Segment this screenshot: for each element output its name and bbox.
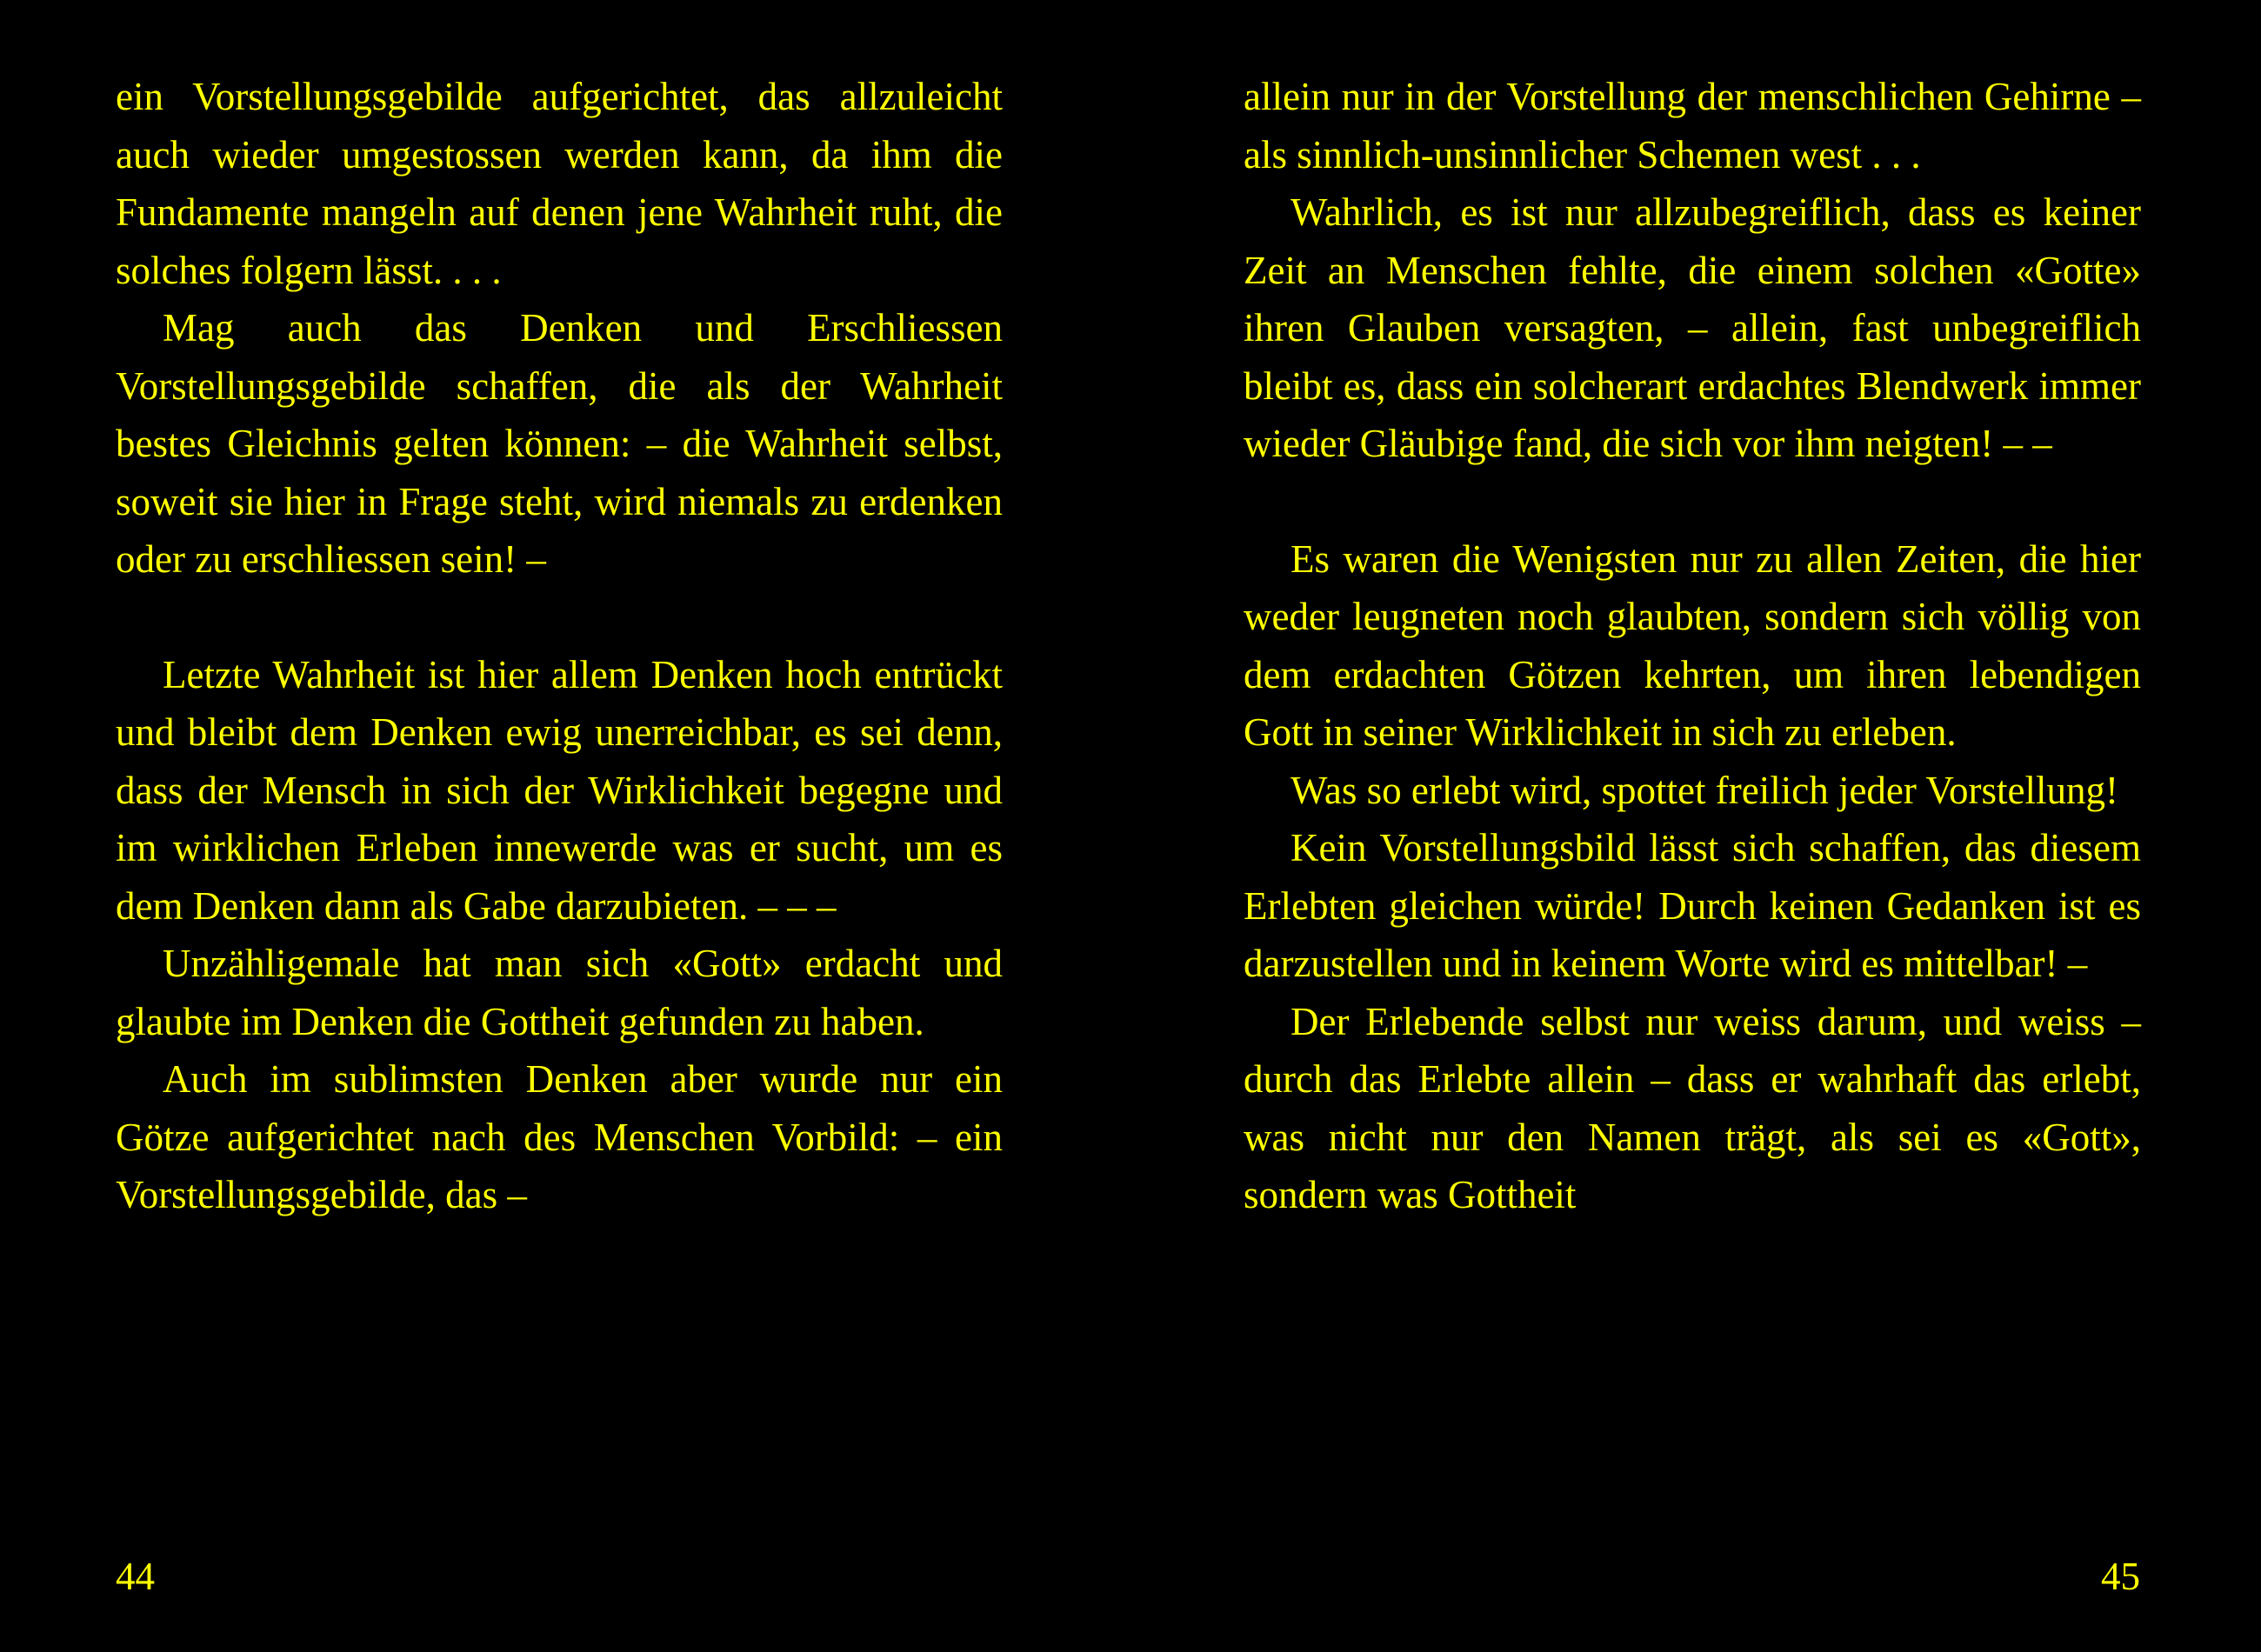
left-page-number: 44 xyxy=(116,1555,155,1598)
left-paragraph-1: ein Vorstellungsgebilde aufgerichtet, das allzuleicht auch wieder umgestossen werden kann, da ihm die Fundamente mangeln auf denen jene Wahrheit ruht, die solches folgern lässt. . . . xyxy=(116,75,1003,292)
right-paragraph-3: Es waren die Wenigsten nur zu allen Zeiten, die hier weder leugneten noch glaubten, sondern sich völlig von dem erdachten Götzen kehrten, um ihren lebendigen Gott in seiner Wirklichkeit in sich zu erleben. xyxy=(1244,536,2141,754)
left-page xyxy=(116,68,1003,1224)
left-paragraph-4: Unzähligemale hat man sich «Gott» erdacht und glaubte im Denken die Gottheit gefunden zu haben. xyxy=(116,942,1003,1043)
section-break xyxy=(116,589,1003,646)
left-paragraph-5: Auch im sublimsten Denken aber wurde nur ein Götze aufgerichtet nach des Menschen Vorbild: – ein Vorstellungsgebilde, das – xyxy=(116,1057,1003,1216)
right-page xyxy=(1244,68,2141,1224)
left-paragraph-2: Mag auch das Denken und Erschliessen Vorstellungsgebilde schaffen, die als der Wahrheit bestes Gleichnis gelten können: – die Wahrheit selbst, soweit sie hier in Frage steht, wird niemals zu erdenken oder zu erschliessen sein! – xyxy=(116,306,1003,581)
right-paragraph-2: Wahrlich, es ist nur allzubegreiflich, dass es keiner Zeit an Menschen fehlte, die einem solchen «Gotte» ihren Glauben versagten, – allein, fast unbegreiflich bleibt es, dass ein solcherart erdachtes Blendwerk immer wieder Gläubige fand, die sich vor ihm neigten! – – xyxy=(1244,190,2141,465)
right-paragraph-4: Was so erlebt wird, spottet freilich jeder Vorstellung! xyxy=(1291,768,2118,812)
right-paragraph-6: Der Erlebende selbst nur weiss darum, und weiss – durch das Erlebte allein – dass er wahrhaft das erlebt, was nicht nur den Namen trägt, als sei es «Gott», sondern was Gottheit xyxy=(1244,999,2141,1216)
right-paragraph-5: Kein Vorstellungsbild lässt sich schaffen, das diesem Erlebten gleichen würde! Durch keinen Gedanken ist es darzustellen und in keinem Worte wird es mittelbar! – xyxy=(1244,826,2141,985)
left-paragraph-3: Letzte Wahrheit ist hier allem Denken hoch entrückt und bleibt dem Denken ewig unerreichbar, es sei denn, dass der Mensch in sich der Wirklichkeit begegne und im wirklichen Erleben innewerde was er sucht, um es dem Denken dann als Gabe darzubieten. – – – xyxy=(116,652,1003,928)
right-paragraph-1: allein nur in der Vorstellung der menschlichen Gehirne – als sinnlich-unsinnlicher Schemen west . . . xyxy=(1244,75,2141,177)
section-break xyxy=(1244,473,2141,530)
right-page-number: 45 xyxy=(2101,1555,2140,1598)
